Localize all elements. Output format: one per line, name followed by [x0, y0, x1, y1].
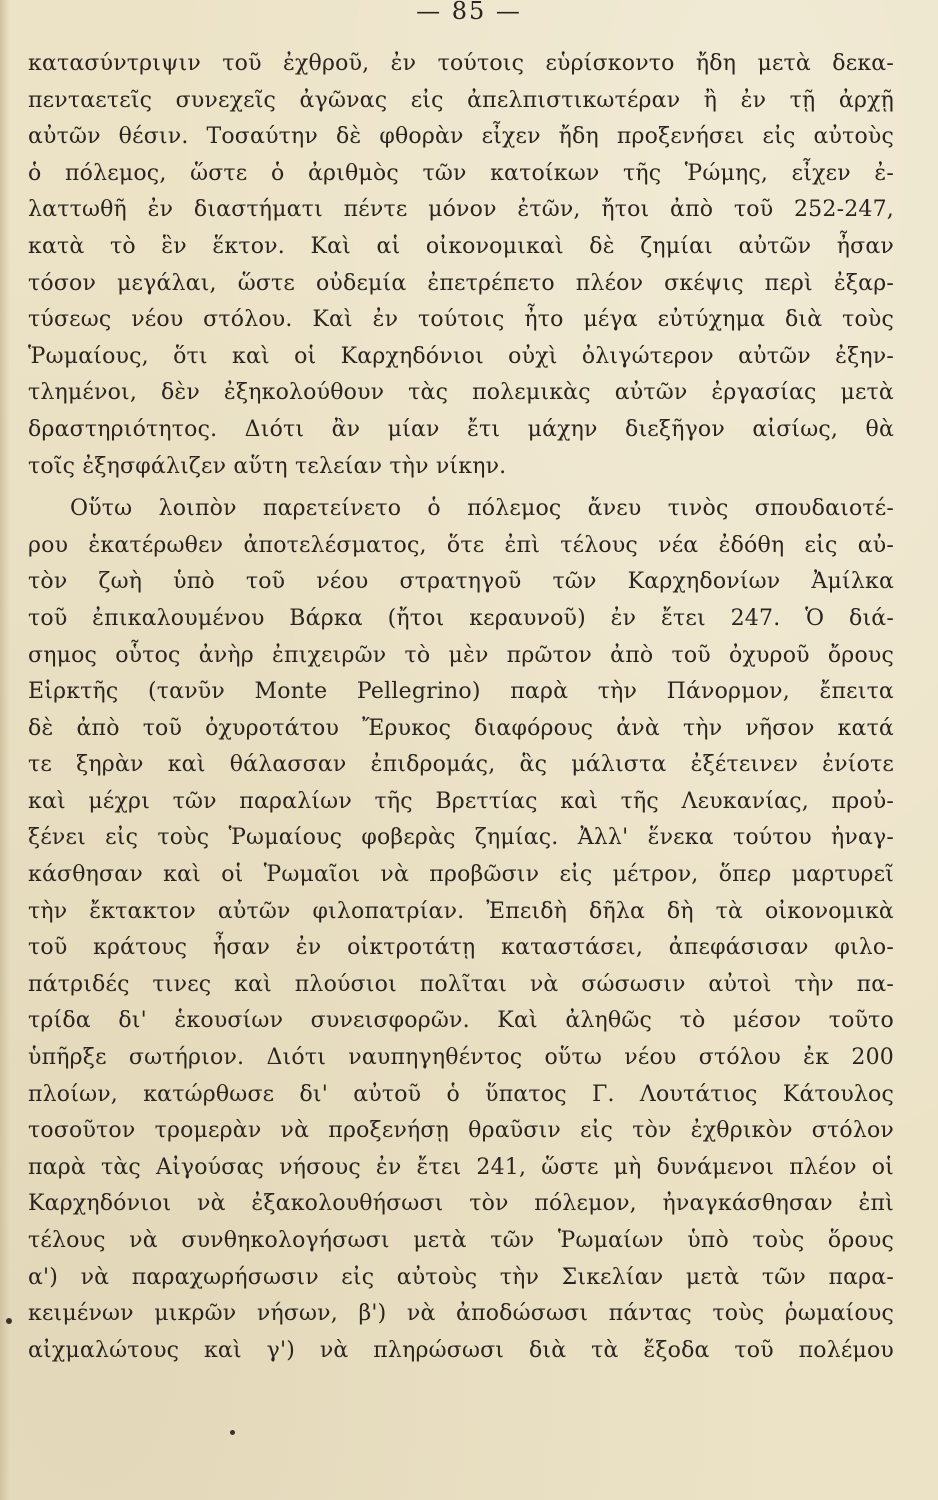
text-line: τρίδα δι' ἑκουσίων συνεισφορῶν. Καὶ ἀληθῶς τὸ μέσον τοῦτο	[28, 1008, 894, 1034]
text-line: πενταετεῖς συνεχεῖς ἀγῶνας εἰς ἀπελπιστικωτέραν ἢ ἐν τῇ ἀρχῇ	[28, 87, 894, 113]
text-line: Οὕτω λοιπὸν παρετείνετο ὁ πόλεμος ἄνευ τινὸς σπουδαιοτέ-	[70, 496, 894, 522]
text-line: ὁ πόλεμος, ὥστε ὁ ἀριθμὸς τῶν κατοίκων τῆς Ῥώμης, εἶχεν ἐ-	[28, 160, 894, 186]
text-line: Καρχηδόνιοι νὰ ἐξακολουθήσωσι τὸν πόλεμον, ἠναγκάσθησαν ἐπὶ	[28, 1191, 894, 1217]
text-line: τύσεως νέου στόλου. Καὶ ἐν τούτοις ἦτο μέγα εὐτύχημα διὰ τοὺς	[28, 307, 894, 333]
text-line: τὴν ἔκτακτον αὐτῶν φιλοπατρίαν. Ἐπειδὴ δῆλα δὴ τὰ οἰκονομικὰ	[28, 898, 894, 924]
ink-spot-mark	[6, 1318, 12, 1324]
text-line: κατασύντριψιν τοῦ ἐχθροῦ, ἐν τούτοις εὑρίσκοντο ἤδη μετὰ δεκα-	[28, 51, 894, 76]
text-line: τοῦ κράτους ἦσαν ἐν οἰκτροτάτῃ καταστάσει, ἀπεφάσισαν φιλο-	[28, 935, 894, 961]
page-edge-shadow	[0, 0, 10, 1500]
paragraph-1	[28, 46, 894, 485]
text-line: παρὰ τὰς Αἰγούσας νήσους ἐν ἔτει 241, ὥστε μὴ δυνάμενοι πλέον οἱ	[28, 1154, 894, 1180]
text-line: τε ξηρὰν καὶ θάλασσαν ἐπιδρομάς, ἃς μάλιστα ἐξέτεινεν ἐνίοτε	[28, 752, 894, 778]
ink-spot-mark	[230, 1430, 235, 1435]
text-line: πλοίων, κατώρθωσε δι' αὐτοῦ ὁ ὕπατος Γ. Λουτάτιος Κάτουλος	[28, 1081, 894, 1107]
text-line: ὑπῆρξε σωτήριον. Διότι ναυπηγηθέντος οὕτω νέου στόλου ἐκ 200	[28, 1045, 894, 1071]
text-line: κατὰ τὸ ἓν ἕκτον. Καὶ αἱ οἰκονομικαὶ δὲ ζημίαι αὐτῶν ἦσαν	[28, 233, 894, 259]
paragraph-2	[28, 491, 894, 1369]
text-line: τοσοῦτον τρομερὰν νὰ προξενήσῃ θραῦσιν εἰς τὸν ἐχθρικὸν στόλον	[28, 1118, 894, 1144]
text-line: ρου ἑκατέρωθεν ἀποτελέσματος, ὅτε ἐπὶ τέλους νέα ἐδόθη εἰς αὐ-	[28, 532, 894, 558]
text-line: κάσθησαν καὶ οἱ Ῥωμαῖοι νὰ προβῶσιν εἰς μέτρον, ὅπερ μαρτυρεῖ	[28, 862, 894, 888]
text-line: λαττωθῆ ἐν διαστήματι πέντε μόνον ἐτῶν, ἤτοι ἀπὸ τοῦ 252-247,	[28, 197, 894, 223]
text-line: ξένει εἰς τοὺς Ῥωμαίους φοβερὰς ζημίας. Ἀλλ' ἕνεκα τούτου ἠναγ-	[28, 825, 894, 851]
text-line: τοῦ ἐπικαλουμένου Βάρκα (ἤτοι κεραυνοῦ) ἐν ἔτει 247. Ὁ διά-	[28, 605, 894, 631]
text-line: αὐτῶν θέσιν. Τοσαύτην δὲ φθορὰν εἶχεν ἤδη προξενήσει εἰς αὐτοὺς	[28, 124, 894, 150]
text-line: δραστηριότητος. Διότι ἂν μίαν ἔτι μάχην διεξῆγον αἰσίως, θὰ	[28, 416, 894, 442]
text-line: πάτριδές τινες καὶ πλούσιοι πολῖται νὰ σώσωσιν αὐτοὶ τὴν πα-	[28, 971, 894, 997]
text-line: κειμένων μικρῶν νήσων, β') νὰ ἀποδώσωσι πάντας τοὺς ῥωμαίους	[28, 1301, 894, 1327]
text-line: καὶ μέχρι τῶν παραλίων τῆς Βρεττίας καὶ τῆς Λευκανίας, προὐ-	[28, 788, 894, 814]
text-line: δὲ ἀπὸ τοῦ ὀχυροτάτου Ἔρυκος διαφόρους ἀνὰ τὴν νῆσον κατά	[28, 715, 894, 741]
text-line: Ῥωμαίους, ὅτι καὶ οἱ Καρχηδόνιοι οὐχὶ ὀλιγώτερον αὐτῶν ἐξην-	[28, 343, 894, 369]
text-line: τλημένοι, δὲν ἐξηκολούθουν τὰς πολεμικὰς αὐτῶν ἐργασίας μετὰ	[28, 380, 894, 406]
text-line: τόσον μεγάλαι, ὥστε οὐδεμία ἐπετρέπετο πλέον σκέψις περὶ ἐξαρ-	[28, 270, 894, 296]
text-line: σημος οὗτος ἀνὴρ ἐπιχειρῶν τὸ μὲν πρῶτον ἀπὸ τοῦ ὀχυροῦ ὄρους	[28, 642, 894, 668]
page-number: — 85 —	[416, 0, 522, 25]
text-line: Εἱρκτῆς (τανῦν Monte Pellegrino) παρὰ τὴν Πάνορμον, ἔπειτα	[28, 679, 894, 705]
text-line: τοῖς ἐξησφάλιζεν αὕτη τελείαν τὴν νίκην.	[28, 453, 507, 479]
text-line: τὸν ζωὴ ὑπὸ τοῦ νέου στρατηγοῦ τῶν Καρχηδονίων Ἀμίλκα	[28, 569, 894, 595]
body-text	[28, 46, 894, 1369]
text-line: αἰχμαλώτους καὶ γ') νὰ πληρώσωσι διὰ τὰ ἔξοδα τοῦ πολέμου	[28, 1337, 894, 1363]
text-line: α') νὰ παραχωρήσωσιν εἰς αὐτοὺς τὴν Σικελίαν μετὰ τῶν παρα-	[28, 1264, 894, 1290]
text-line: τέλους νὰ συνθηκολογήσωσι μετὰ τῶν Ῥωμαίων ὑπὸ τοὺς ὅρους	[28, 1228, 894, 1253]
